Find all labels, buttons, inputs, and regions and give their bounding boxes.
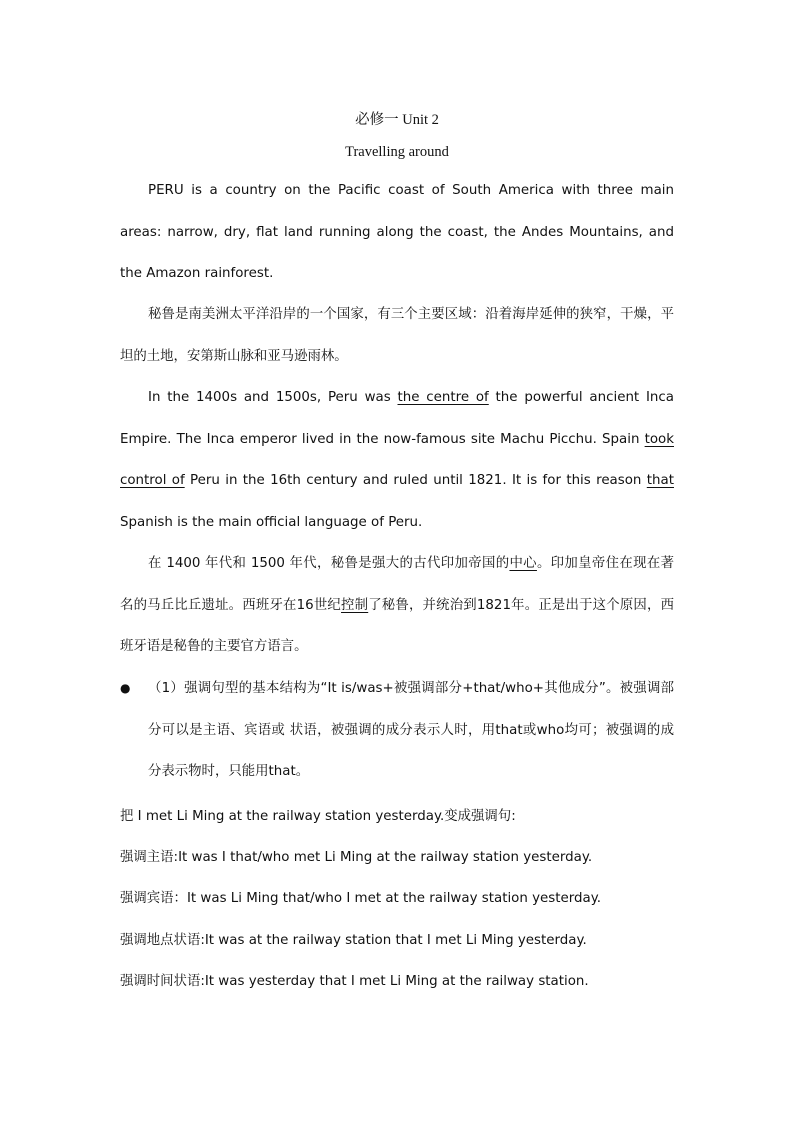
underlined-phrase: 控制 <box>341 597 369 613</box>
grammar-bullet <box>120 668 674 793</box>
paragraph-text: PERU is a country on the Pacific coast of South America with three main areas: narrow, dry, flat land running along the coast, the Andes Mountains, and the Amazon rainforest. <box>120 183 674 281</box>
text-run: 在 1400 年代和 1500 年代，秘鲁是强大的古代印加帝国的 <box>148 556 510 571</box>
paragraph-text <box>120 377 674 543</box>
example-time: 强调时间状语:It was yesterday that I met Li Ming at the railway station. <box>120 974 589 989</box>
bullet-dot-icon: ● <box>120 681 131 695</box>
underlined-phrase: 中心 <box>509 556 537 571</box>
page-title: 必修一 Unit 2 <box>355 112 439 128</box>
text-run: 。印加皇帝住在现在著名的马丘比丘遗址。西班牙在16世纪 <box>120 556 675 613</box>
example-object: 强调宾语：It was Li Ming that/who I met at the railway station yesterday. <box>120 891 601 906</box>
underlined-phrase: took control of <box>120 431 674 488</box>
bullet-text: （1）强调句型的基本结构为“It is/was+被强调部分+that/who+其他成分”。被强调部分可以是主语、宾语或 状语，被强调的成分表示人时，用that或who均可；被强调的成分表示物时，只能用that。 <box>148 681 674 779</box>
paragraph-chinese-history <box>120 543 674 668</box>
paragraph-text: 秘鲁是南美洲太平洋沿岸的一个国家，有三个主要区域：沿着海岸延伸的狭窄，干燥，平坦的土地，安第斯山脉和亚马逊雨林。 <box>120 307 674 364</box>
text-run: the powerful ancient Inca Empire. The Inca emperor lived in the now-famous site Machu Picchu. Spain <box>120 390 674 447</box>
example-subject: 强调主语:It was I that/who met Li Ming at the railway station yesterday. <box>120 850 593 865</box>
paragraph-english-intro <box>120 170 674 295</box>
paragraph-chinese-intro <box>120 294 674 377</box>
example-place: 强调地点状语:It was at the railway station that I met Li Ming yesterday. <box>120 933 587 948</box>
page-subtitle: Travelling around <box>345 144 449 160</box>
text-run: Peru in the 16th century and ruled until 1821. It is for this reason <box>184 473 647 488</box>
paragraph-english-history <box>120 377 674 543</box>
underlined-phrase: that <box>646 473 674 488</box>
text-run: 了秘鲁，并统治到1821年。正是出于这个原因，西班牙语是秘鲁的主要官方语言。 <box>120 597 674 654</box>
text-run: Spanish is the main official language of Peru. <box>120 514 423 530</box>
paragraph-text <box>120 543 674 668</box>
underlined-phrase: the centre of <box>397 390 489 405</box>
text-run: In the 1400s and 1500s, Peru was <box>148 390 398 405</box>
example-intro: 把 I met Li Ming at the railway station yesterday.变成强调句: <box>120 809 516 824</box>
